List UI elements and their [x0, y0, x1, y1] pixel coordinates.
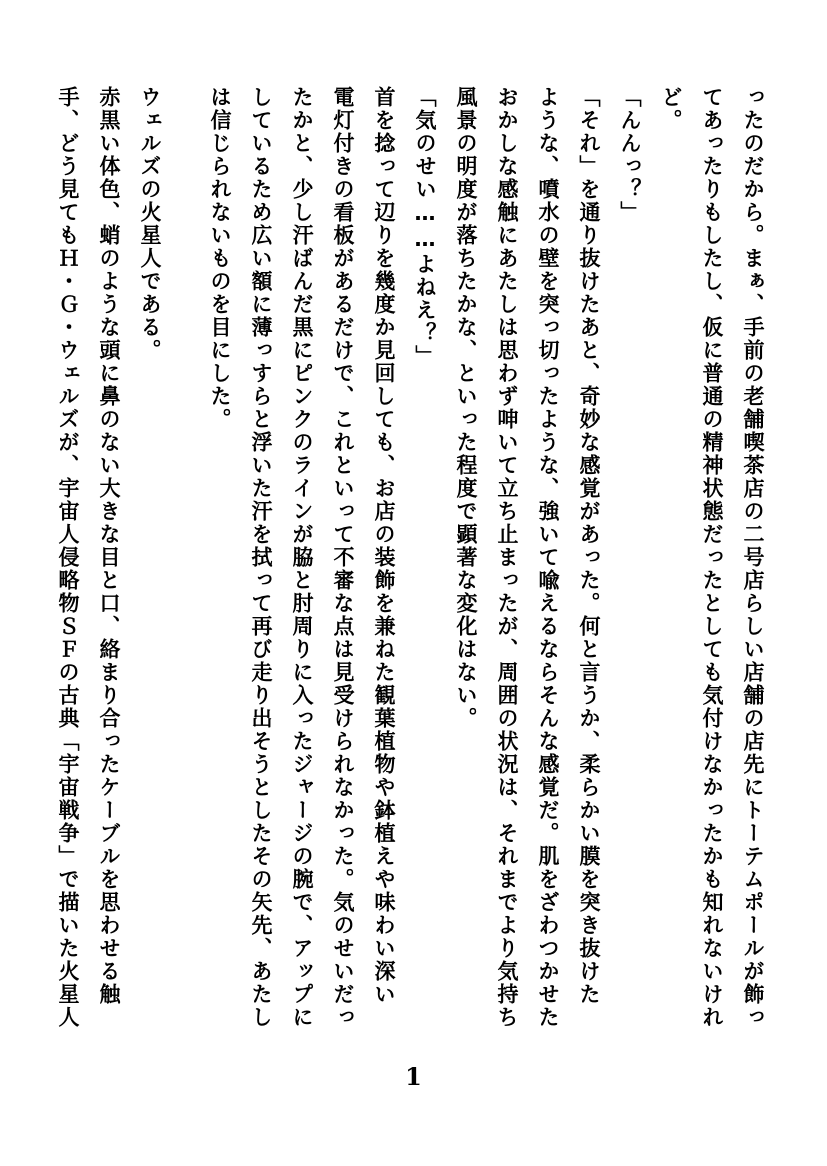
text-column: 風景の明度が落ちたかな、といった程度で顕著な変化はない。	[454, 86, 478, 730]
blank-column	[175, 86, 195, 1096]
text-column: おかしな感触にあたしは思わず呻いて立ち止まったが、周囲の状況は、それまでより気持ち	[495, 86, 519, 1029]
body-text	[52, 86, 769, 1096]
text-column: 首を捻って辺りを幾度か見回しても、お店の装飾を兼ねた観葉植物や鉢植えや味わい深い	[372, 86, 396, 1006]
text-column: 「それ」を通り抜けたあと、奇妙な感覚があった。何と言うか、柔らかい膜を突き抜けた	[577, 86, 601, 1006]
text-column: ど。	[659, 86, 683, 132]
text-column: 「気のせい……よねえ？」	[413, 86, 437, 368]
text-column: 「んんっ？」	[618, 86, 642, 224]
text-column: しているため広い額に薄っすらと浮いた汗を拭って再び走り出そうとしたその矢先、あたし	[249, 86, 273, 1029]
text-column: 赤黒い体色、蛸のような頭に鼻のない大きな目と口、絡まり合ったケーブルを思わせる触	[97, 86, 121, 1006]
text-column: 電灯付きの看板があるだけで、これといって不審な点は見受けられなかった。気のせいだっ	[331, 86, 355, 1029]
text-column: は信じられないものを目にした。	[208, 86, 232, 431]
text-column: たかと、少し汗ばんだ黒にピンクのラインが脇と肘周りに入ったジャージの腕で、アップに	[290, 86, 314, 1029]
page-number: 1	[405, 1062, 422, 1091]
text-column: ったのだから。まぁ、手前の老舗喫茶店の二号店らしい店舗の店先にトーテムポールが飾っ	[741, 86, 765, 1029]
text-column: 手、どう見てもＨ・Ｇ・ウェルズが、宇宙人侵略物ＳＦの古典「宇宙戦争」で描いた火星人	[56, 86, 80, 1029]
text-column: ような、噴水の壁を突っ切ったような、強いて喩えるならそんな感覚だ。肌をざわつかせた	[536, 86, 560, 1029]
text-column: ウェルズの火星人である。	[138, 86, 162, 362]
text-column: てあったりもしたし、仮に普通の精神状態だったとしても気付けなかったかも知れないけれ	[700, 86, 724, 1029]
